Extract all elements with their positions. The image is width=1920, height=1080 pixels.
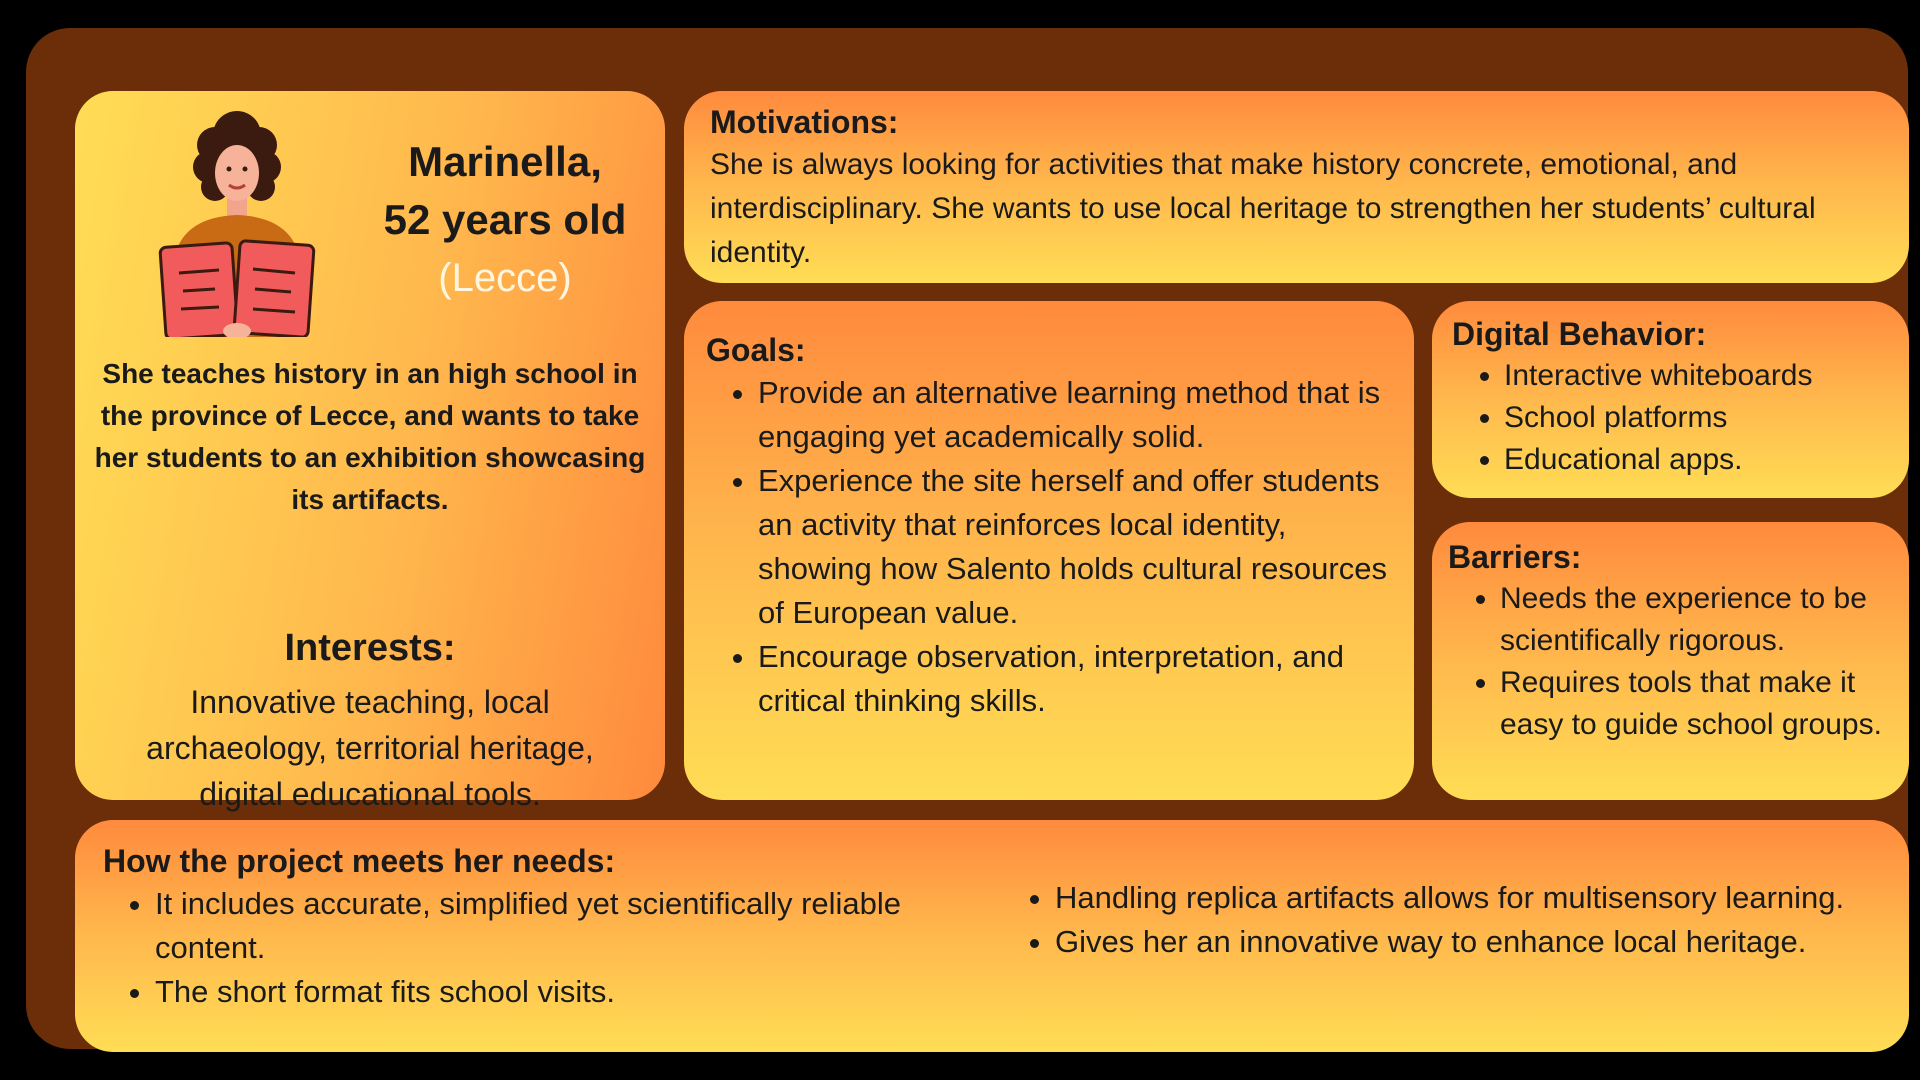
motivations-text: She is always looking for activities that make history concrete, emotional, and interdisciplinary. She wants to use local heritage to strengthen her students’ cultural identity. <box>710 148 1816 269</box>
list-item: • Handling replica artifacts allows for multisensory learning. <box>1055 876 1920 920</box>
list-item: • The short format fits school visits. <box>155 970 1015 1014</box>
persona-age: 52 years old <box>383 196 627 243</box>
persona-city: (Lecce) <box>438 256 572 300</box>
project-needs-card <box>75 820 1909 1052</box>
interests-title: Interests: <box>284 627 456 669</box>
goals-title: Goals: <box>706 332 806 368</box>
list-item: • Encourage observation, interpretation, and critical thinking skills. <box>758 635 1392 723</box>
digital-behavior-card <box>1432 301 1909 498</box>
barriers-list <box>1448 578 1893 746</box>
teacher-avatar-icon <box>145 105 335 337</box>
persona-name-block <box>375 133 635 307</box>
motivations-card <box>684 91 1909 283</box>
goals-card <box>684 301 1414 800</box>
list-item: • Interactive whiteboards <box>1504 355 1889 397</box>
list-item: • Educational apps. <box>1504 439 1889 481</box>
motivations-title: Motivations: <box>710 104 899 140</box>
goals-list <box>706 371 1392 723</box>
list-item: • Experience the site herself and offer students an activity that reinforces local identity, showing how Salento holds cultural resources of European value. <box>758 459 1392 635</box>
list-item: • Gives her an innovative way to enhance local heritage. <box>1055 920 1920 964</box>
list-item: • School platforms <box>1504 397 1889 439</box>
project-needs-list-left <box>103 882 1015 1014</box>
profile-card <box>75 91 665 812</box>
persona-frame <box>26 28 1908 1049</box>
barriers-title: Barriers: <box>1448 539 1582 575</box>
list-item: • It includes accurate, simplified yet scientifically reliable content. <box>155 882 1015 970</box>
list-item: • Requires tools that make it easy to guide school groups. <box>1500 662 1893 746</box>
persona-summary: She teaches history in an high school in the province of Lecce, and wants to take her students to an exhibition showcasing its artifacts. <box>94 358 646 515</box>
list-item: • Provide an alternative learning method that is engaging yet academically solid. <box>758 371 1392 459</box>
project-needs-list-right <box>1003 876 1920 964</box>
list-item: • Needs the experience to be scientifically rigorous. <box>1500 578 1893 662</box>
digital-behavior-title: Digital Behavior: <box>1452 316 1707 352</box>
digital-behavior-list <box>1452 355 1889 481</box>
barriers-card <box>1432 522 1909 800</box>
interests-text: Innovative teaching, local archaeology, territorial heritage, digital educational tools. <box>146 684 594 812</box>
project-needs-title: How the project meets her needs: <box>103 843 616 879</box>
persona-name: Marinella, <box>408 138 602 185</box>
